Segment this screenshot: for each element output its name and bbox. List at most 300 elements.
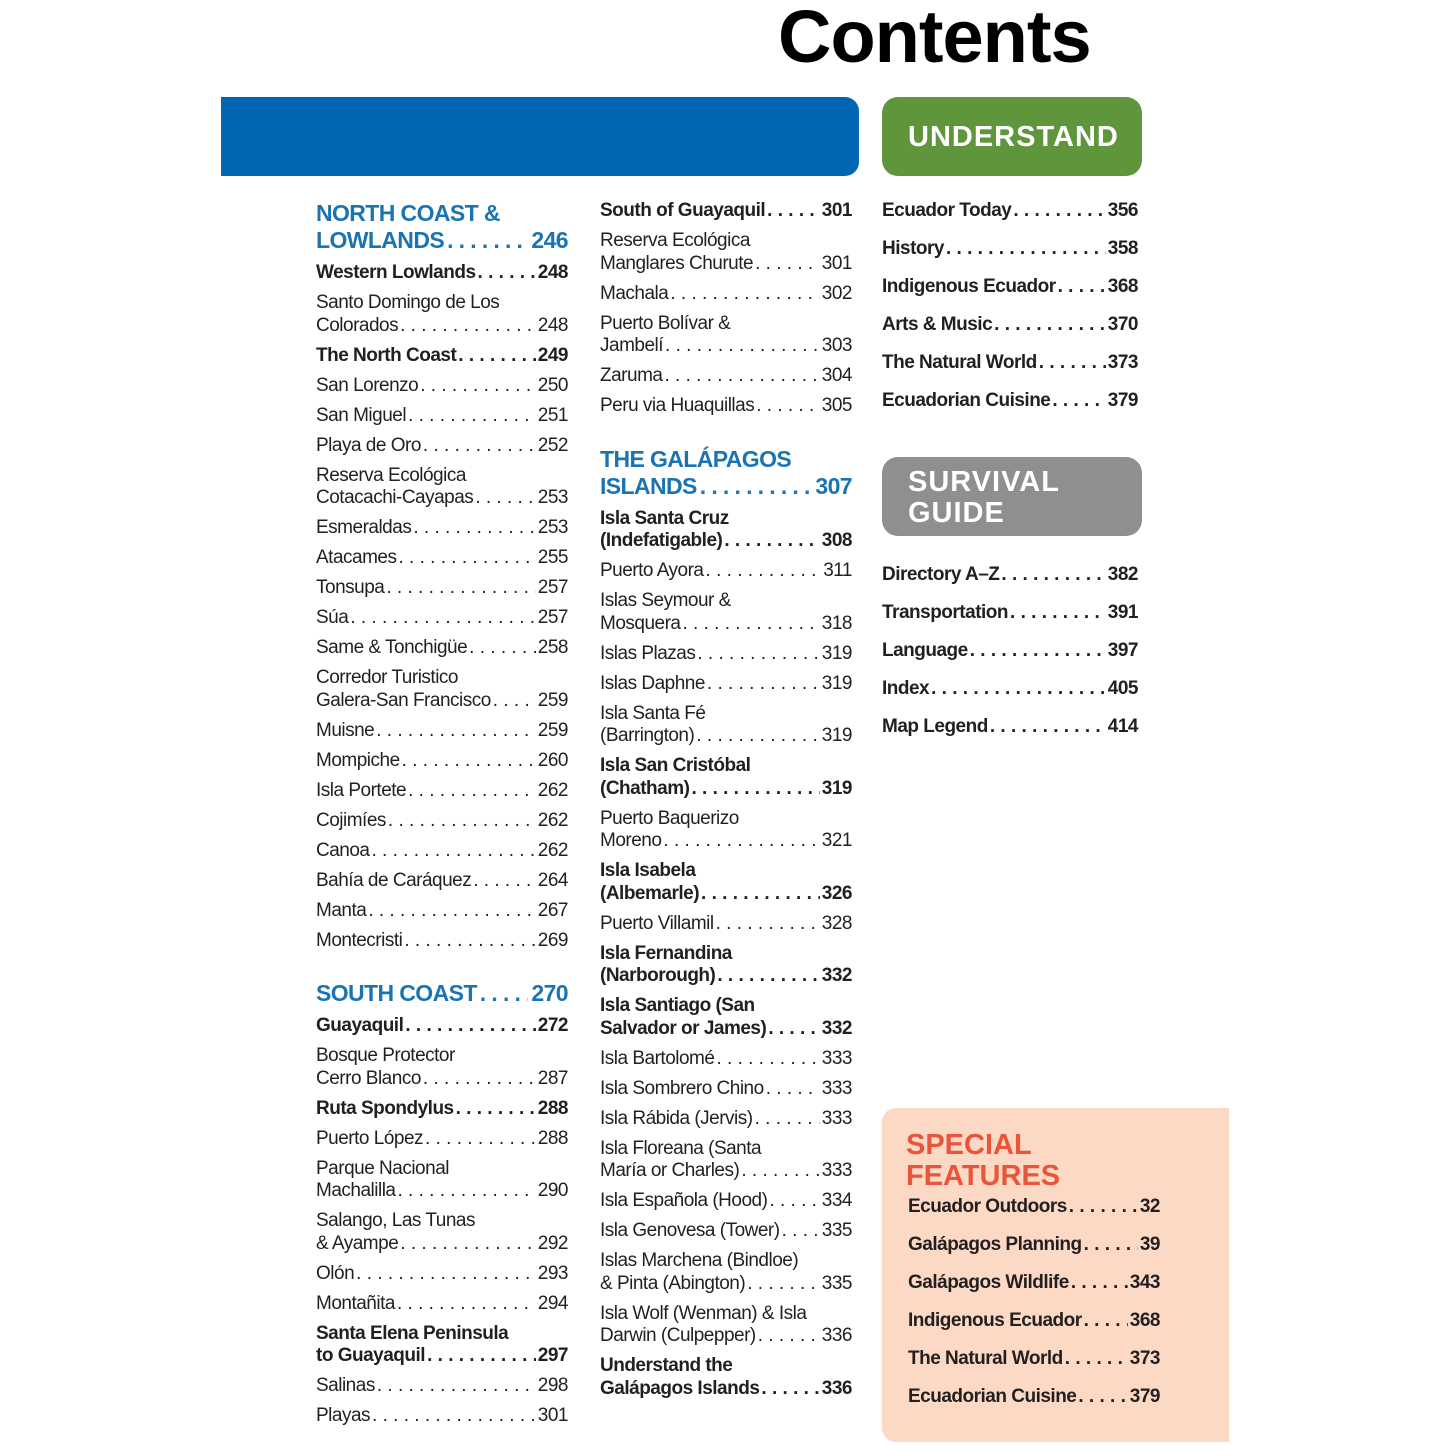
dot-leader	[1058, 276, 1106, 299]
entry-row	[882, 564, 1138, 587]
entry-title: Canoa	[316, 839, 370, 861]
entry-title-line: THE GALÁPAGOS	[600, 445, 792, 472]
dot-leader	[386, 577, 535, 600]
entry-title: Ecuadorian Cuisine	[882, 390, 1051, 411]
page-number: 368	[1129, 1310, 1160, 1331]
entry-row	[600, 613, 852, 636]
toc-column-2	[600, 200, 852, 1408]
entry-title: Cojimíes	[316, 809, 386, 831]
entry-row	[600, 1078, 852, 1101]
toc-entry	[600, 508, 852, 553]
entry-row	[882, 640, 1138, 663]
entry-title: South of Guayaquil	[600, 200, 766, 221]
page-number: 264	[537, 869, 568, 891]
entry-title-line: Isla Fernandina	[600, 942, 732, 964]
entry-title: Esmeraldas	[316, 517, 412, 538]
entry-row	[316, 487, 568, 510]
toc-entry	[316, 1263, 568, 1286]
entry-title: Isla Sombrero Chino	[600, 1077, 764, 1099]
dot-leader	[700, 473, 813, 500]
entry-row	[316, 405, 568, 428]
dot-leader	[707, 673, 820, 696]
entry-row	[882, 678, 1138, 701]
entry-title: Jambelí	[600, 335, 664, 356]
dot-leader	[691, 778, 819, 801]
entry-row	[316, 375, 568, 398]
entry-title-line: Isla Santa Fé	[600, 702, 706, 724]
page-number: 262	[537, 809, 568, 831]
entry-row	[316, 1068, 568, 1091]
entry-row	[316, 315, 568, 338]
toc-entry	[908, 1272, 1160, 1295]
dot-leader	[480, 980, 529, 1007]
page-number: 307	[815, 472, 852, 499]
dot-leader	[475, 487, 535, 510]
page-number: 294	[537, 1292, 568, 1314]
entry-title: & Ayampe	[316, 1232, 399, 1254]
page-number: 319	[821, 672, 852, 694]
entry-title: Isla Rábida (Jervis)	[600, 1107, 753, 1129]
entry-row	[600, 643, 852, 666]
entry-row	[316, 637, 568, 660]
page-title: Contents	[778, 0, 1091, 78]
header-color-bar	[221, 97, 859, 176]
toc-entry	[316, 517, 568, 540]
page-number: 301	[821, 200, 852, 221]
entry-row	[600, 1273, 852, 1296]
entry-row	[600, 1018, 852, 1041]
entry-row	[600, 778, 852, 801]
entry-title-line: Reserva Ecológica	[316, 464, 466, 486]
entry-row	[316, 577, 568, 600]
dot-leader	[717, 965, 819, 988]
entry-title: Cerro Blanco	[316, 1067, 421, 1089]
entry-title-line: Reserva Ecológica	[600, 230, 750, 251]
section-heading	[316, 980, 568, 1007]
entry-row	[316, 1345, 568, 1368]
toc-entry	[600, 808, 852, 853]
page-number: 293	[537, 1262, 568, 1284]
dot-leader	[427, 1345, 536, 1368]
toc-entry	[908, 1310, 1160, 1333]
entry-row	[600, 830, 852, 853]
entry-title-line: Isla Santiago (San	[600, 995, 755, 1016]
toc-entry	[316, 930, 568, 953]
entry-title: to Guayaquil	[316, 1345, 426, 1366]
toc-entry	[600, 1220, 852, 1243]
entry-title: Ecuador Today	[882, 200, 1012, 221]
toc-entry	[316, 1293, 568, 1316]
toc-entry	[600, 283, 852, 306]
page-number: 379	[1107, 390, 1138, 411]
understand-heading: UNDERSTAND	[882, 97, 1142, 176]
dot-leader	[397, 1180, 535, 1203]
entry-title: The North Coast	[316, 344, 457, 366]
page-number: 336	[821, 1377, 852, 1399]
entry-title-line: Corredor Turistico	[316, 667, 458, 688]
page-number: 290	[537, 1180, 568, 1201]
toc-entry	[316, 667, 568, 712]
entry-title: Muisne	[316, 719, 375, 741]
entry-row	[316, 1180, 568, 1203]
entry-title: Manta	[316, 899, 367, 921]
page-number: 288	[537, 1097, 568, 1119]
page-number: 250	[537, 374, 568, 396]
page-number: 333	[821, 1077, 852, 1099]
entry-row	[600, 1190, 852, 1213]
entry-row	[316, 607, 568, 630]
entry-title-line: Isla Isabela	[600, 860, 696, 881]
entry-row	[316, 810, 568, 833]
entry-title-line: Isla Floreana (Santa	[600, 1137, 762, 1159]
entry-title: María or Charles)	[600, 1160, 740, 1181]
page-number: 308	[821, 530, 852, 551]
toc-entry	[316, 750, 568, 773]
entry-row	[600, 965, 852, 988]
page-number: 262	[537, 839, 568, 861]
dot-leader	[473, 870, 536, 893]
dot-leader	[408, 780, 536, 803]
section-heading	[316, 200, 568, 254]
toc-entry	[882, 352, 1138, 375]
page-number: 248	[537, 262, 568, 283]
entry-row	[600, 473, 852, 500]
dot-leader	[706, 560, 822, 583]
entry-title-line: NORTH COAST &	[316, 200, 500, 226]
page-number: 332	[821, 965, 852, 986]
toc-entry	[600, 1048, 852, 1071]
entry-row	[316, 1015, 568, 1038]
toc-entry	[600, 1303, 852, 1348]
entry-row	[316, 840, 568, 863]
toc-entry	[908, 1386, 1160, 1409]
toc-entry	[882, 238, 1138, 261]
entry-title: Islas Daphne	[600, 672, 705, 694]
dot-leader	[663, 830, 819, 853]
entry-title: Salvador or James)	[600, 1017, 767, 1039]
page-number: 336	[821, 1325, 852, 1346]
entry-title: San Lorenzo	[316, 374, 419, 396]
page-number: 332	[821, 1017, 852, 1039]
page-number: 368	[1107, 276, 1138, 297]
page-number: 288	[537, 1127, 568, 1149]
entry-row	[882, 390, 1138, 413]
toc-entry	[600, 395, 852, 418]
entry-row	[316, 690, 568, 713]
entry-row	[600, 560, 852, 583]
dot-leader	[1039, 352, 1106, 375]
toc-column-1	[316, 200, 568, 1435]
page-number: 297	[537, 1345, 568, 1366]
page-number: 358	[1107, 238, 1138, 259]
understand-list	[882, 200, 1138, 413]
toc-entry	[600, 1355, 852, 1400]
entry-title: Montecristi	[316, 929, 403, 951]
page-number: 287	[537, 1067, 568, 1089]
page-number: 255	[537, 547, 568, 568]
entry-title: Puerto López	[316, 1127, 424, 1149]
entry-title: Ruta Spondylus	[316, 1097, 454, 1119]
page-number: 249	[537, 344, 568, 366]
dot-leader	[1001, 564, 1105, 587]
entry-row	[600, 253, 852, 276]
entry-title: (Albemarle)	[600, 882, 700, 904]
toc-entry	[316, 1015, 568, 1038]
entry-title: Same & Tonchigüe	[316, 637, 468, 658]
entry-title: Bahía de Caráquez	[316, 869, 472, 891]
entry-row	[600, 335, 852, 358]
entry-row	[316, 1293, 568, 1316]
dot-leader	[761, 1378, 819, 1401]
entry-title-line: Bosque Protector	[316, 1045, 455, 1066]
dot-leader	[946, 238, 1106, 261]
entry-row	[882, 200, 1138, 223]
dot-leader	[372, 1405, 536, 1428]
page-number: 272	[537, 1015, 568, 1036]
toc-entry	[600, 313, 852, 358]
dot-leader	[665, 335, 820, 358]
page-number: 333	[821, 1107, 852, 1129]
entry-title: & Pinta (Abington)	[600, 1272, 746, 1294]
toc-entry	[600, 560, 852, 583]
entry-row	[600, 200, 852, 223]
entry-title: Olón	[316, 1262, 355, 1284]
toc-entry	[600, 1190, 852, 1213]
page-number: 328	[821, 912, 852, 934]
page-number: 301	[821, 252, 852, 274]
toc-entry	[600, 755, 852, 800]
entry-title: Isla Portete	[316, 779, 407, 801]
dot-leader	[425, 1128, 536, 1151]
survival-guide-heading	[882, 457, 1142, 536]
dot-leader	[356, 1263, 536, 1286]
entry-title: (Chatham)	[600, 777, 690, 799]
entry-title: Peru via Huaquillas	[600, 395, 755, 416]
dot-leader	[755, 253, 820, 276]
entry-title-line: Santa Elena Peninsula	[316, 1322, 509, 1344]
dot-leader	[755, 1108, 820, 1131]
dot-leader	[404, 930, 535, 953]
toc-entry	[316, 810, 568, 833]
entry-title: Playas	[316, 1405, 371, 1426]
toc-entry	[600, 365, 852, 388]
dot-leader	[1078, 1386, 1127, 1409]
dot-leader	[1069, 1196, 1138, 1219]
toc-entry	[882, 276, 1138, 299]
entry-row	[316, 1098, 568, 1121]
toc-entry	[316, 1045, 568, 1090]
entry-row	[908, 1310, 1160, 1333]
toc-entry	[316, 345, 568, 368]
entry-title: LOWLANDS	[316, 227, 445, 253]
dot-leader	[423, 1068, 536, 1091]
dot-leader	[696, 725, 819, 748]
toc-entry	[316, 900, 568, 923]
entry-title: Mosquera	[600, 612, 681, 634]
entry-title-line: Isla Wolf (Wenman) & Isla	[600, 1302, 807, 1324]
entry-title: ISLANDS	[600, 472, 697, 499]
toc-entry	[600, 673, 852, 696]
dot-leader	[1084, 1310, 1128, 1333]
toc-entry	[316, 1098, 568, 1121]
entry-title: Transportation	[882, 602, 1009, 623]
entry-row	[600, 673, 852, 696]
entry-row	[600, 883, 852, 906]
entry-row	[316, 1263, 568, 1286]
dot-leader	[1065, 1348, 1128, 1371]
page-number: 302	[821, 282, 852, 304]
entry-row	[908, 1196, 1160, 1219]
dot-leader	[368, 900, 535, 923]
toc-entry	[882, 716, 1138, 739]
page-number: 39	[1139, 1234, 1160, 1255]
page-number: 251	[537, 404, 568, 426]
entry-row	[600, 725, 852, 748]
toc-entry	[600, 590, 852, 635]
entry-title: Isla Bartolomé	[600, 1047, 715, 1069]
page-number: 356	[1107, 200, 1138, 221]
toc-entry	[316, 435, 568, 458]
dot-leader	[664, 365, 819, 388]
entry-row	[882, 238, 1138, 261]
page-number: 343	[1129, 1272, 1160, 1293]
dot-leader	[1013, 200, 1105, 223]
entry-title: Machalilla	[316, 1180, 396, 1201]
entry-title: Puerto Ayora	[600, 560, 704, 581]
page-number: 270	[531, 980, 568, 1006]
dot-leader	[683, 613, 820, 636]
page-number: 32	[1139, 1196, 1160, 1217]
entry-title: Salinas	[316, 1375, 375, 1396]
toc-entry	[316, 292, 568, 337]
entry-title: Index	[882, 678, 930, 699]
dot-leader	[769, 1190, 819, 1213]
entry-row	[316, 262, 568, 285]
page-number: 257	[537, 577, 568, 598]
page-number: 311	[823, 560, 852, 581]
dot-leader	[469, 637, 536, 660]
dot-leader	[402, 750, 536, 773]
dot-leader	[741, 1160, 819, 1183]
entry-title: Moreno	[600, 830, 662, 851]
entry-title: Arts & Music	[882, 314, 993, 335]
page-number: 370	[1107, 314, 1138, 335]
entry-title: Islas Plazas	[600, 642, 696, 664]
page-number: 382	[1107, 564, 1138, 585]
dot-leader	[756, 395, 820, 418]
entry-title: Tonsupa	[316, 577, 385, 598]
dot-leader	[372, 840, 536, 863]
dot-leader	[767, 200, 820, 223]
entry-title: Playa de Oro	[316, 434, 421, 456]
dot-leader	[1010, 602, 1106, 625]
dot-leader	[994, 314, 1106, 337]
entry-row	[316, 1233, 568, 1256]
entry-title-line: Puerto Bolívar &	[600, 312, 731, 334]
entry-title-line: Salango, Las Tunas	[316, 1210, 475, 1231]
dot-leader	[758, 1325, 820, 1348]
entry-title: The Natural World	[882, 352, 1037, 373]
page-number: 262	[537, 779, 568, 801]
entry-row	[316, 1375, 568, 1398]
dot-leader	[701, 883, 820, 906]
entry-title: (Indefatigable)	[600, 530, 723, 551]
toc-entry	[316, 607, 568, 630]
dot-leader	[670, 283, 819, 306]
entry-row	[316, 870, 568, 893]
toc-entry	[600, 943, 852, 988]
toc-entry	[316, 375, 568, 398]
dot-leader	[724, 530, 819, 553]
dot-leader	[423, 435, 536, 458]
entry-title-line: Parque Nacional	[316, 1157, 449, 1179]
toc-entry	[316, 1128, 568, 1151]
page-number: 319	[821, 642, 852, 664]
entry-row	[316, 780, 568, 803]
entry-row	[600, 1378, 852, 1401]
entry-row	[316, 720, 568, 743]
entry-row	[908, 1386, 1160, 1409]
toc-entry	[600, 913, 852, 936]
entry-row	[908, 1234, 1160, 1257]
entry-row	[600, 1220, 852, 1243]
entry-title: Colorados	[316, 314, 399, 336]
entry-title: Galápagos Wildlife	[908, 1272, 1069, 1293]
dot-leader	[990, 716, 1106, 739]
entry-title: Darwin (Culpepper)	[600, 1325, 756, 1346]
dot-leader	[782, 1220, 820, 1243]
entry-title-line: Understand the	[600, 1355, 733, 1376]
page-number: 292	[537, 1232, 568, 1254]
dot-leader	[400, 315, 536, 338]
entry-title: Ecuador Outdoors	[908, 1196, 1067, 1217]
entry-row	[316, 345, 568, 368]
page-number: 303	[821, 335, 852, 356]
dot-leader	[408, 405, 536, 428]
page-number: 269	[537, 929, 568, 951]
toc-entry	[600, 643, 852, 666]
entry-title: Galápagos Islands	[600, 1377, 760, 1399]
toc-entry	[908, 1348, 1160, 1371]
entry-row	[316, 547, 568, 570]
page-number: 304	[821, 365, 852, 386]
toc-entry	[882, 640, 1138, 663]
entry-row	[600, 913, 852, 936]
entry-title: San Miguel	[316, 404, 407, 426]
dot-leader	[697, 643, 819, 666]
page-number: 373	[1107, 352, 1138, 373]
entry-title-line: Islas Marchena (Bindloe)	[600, 1250, 799, 1271]
entry-row	[908, 1272, 1160, 1295]
dot-leader	[388, 810, 536, 833]
section-heading	[600, 446, 852, 500]
toc-entry	[316, 1323, 568, 1368]
page-number: 391	[1107, 602, 1138, 623]
toc-entry	[882, 314, 1138, 337]
dot-leader	[400, 1233, 536, 1256]
entry-title: Montañita	[316, 1292, 395, 1314]
entry-title: Súa	[316, 607, 349, 628]
page-number: 259	[537, 689, 568, 711]
toc-entry	[316, 405, 568, 428]
page-number: 253	[537, 487, 568, 508]
entry-title: The Natural World	[908, 1348, 1063, 1369]
entry-row	[882, 276, 1138, 299]
entry-row	[600, 1108, 852, 1131]
page-number: 405	[1107, 678, 1138, 699]
entry-title-line: Puerto Baquerizo	[600, 807, 739, 829]
entry-title: (Barrington)	[600, 725, 695, 746]
